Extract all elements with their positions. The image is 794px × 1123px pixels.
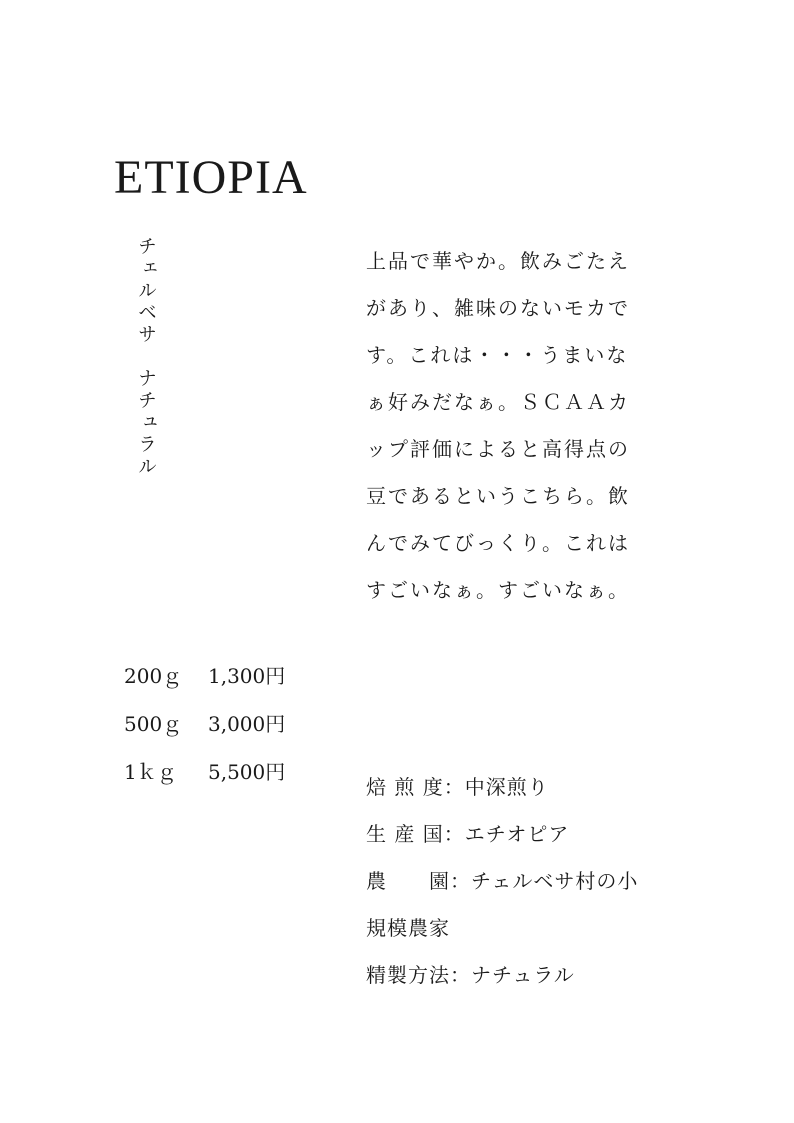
spec-value: チェルベサ村の小規模農家 <box>366 869 639 940</box>
spec-value: エチオピア <box>464 822 570 846</box>
price-amount: 1,300円 <box>208 664 286 688</box>
product-description: 上品で華やか。飲みごたえがあり、雑味のないモカです。これは・・・うまいなぁ好みだなぁ。ＳＣＡＡカップ評価によると高得点の豆であるというこちら。飲んでみてびっくり。これはすごいなぁ。すごいなぁ。 <box>366 249 630 602</box>
spec-label: 精製方法： <box>366 963 471 987</box>
page-title: ETIOPIA <box>114 151 308 204</box>
spec-farm <box>366 858 646 952</box>
product-name-vertical: チェルベサ ナチュラル <box>135 236 157 478</box>
spec-value: ナチュラル <box>471 963 575 987</box>
price-amount: 3,000円 <box>208 712 286 736</box>
spec-process <box>366 952 646 999</box>
spec-label: 生 産 国： <box>366 822 465 846</box>
price-size: 500ｇ <box>124 712 183 736</box>
spec-country <box>366 811 646 858</box>
price-row <box>124 700 285 748</box>
spec-value: 中深煎り <box>464 775 549 799</box>
spec-label: 焙 煎 度： <box>366 775 465 799</box>
price-row <box>124 652 285 700</box>
price-list <box>124 652 285 796</box>
spec-label: 農 園： <box>366 869 471 893</box>
price-size: 1ｋｇ <box>124 760 177 784</box>
spec-list <box>366 764 646 999</box>
spec-roast <box>366 764 646 811</box>
price-size: 200ｇ <box>124 664 183 688</box>
price-row <box>124 748 285 796</box>
price-amount: 5,500円 <box>208 760 286 784</box>
